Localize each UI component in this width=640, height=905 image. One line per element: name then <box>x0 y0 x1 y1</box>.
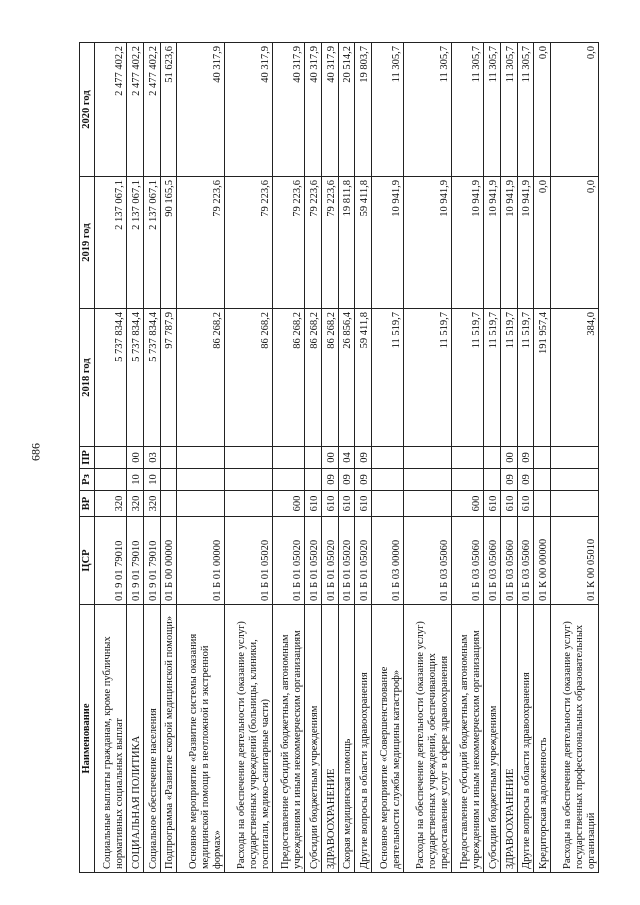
cell-y2019: 10 941,9 <box>484 177 501 309</box>
cell-name: Субсидии бюджетным учреждениям <box>484 605 501 873</box>
table-row <box>272 43 304 873</box>
cell-rz: 09 <box>338 469 355 491</box>
cell-y2018: 11 519,7 <box>500 309 517 447</box>
cell-pr: 09 <box>355 447 372 469</box>
cell-csr: 01 Б 00 00000 <box>160 517 177 605</box>
cell-name: Расходы на обеспечение деятельности (оказание услуг) государственных учреждений, обеспечивающих предоставление услуг в сфере здравоохранения <box>404 605 452 873</box>
cell-pr: 00 <box>500 447 517 469</box>
cell-vr <box>372 491 404 517</box>
cell-y2020: 40 317,9 <box>272 43 304 177</box>
table-row <box>372 43 404 873</box>
table-row <box>305 43 322 873</box>
cell-y2019: 10 941,9 <box>500 177 517 309</box>
cell-y2019: 2 137 067,1 <box>127 177 144 309</box>
cell-y2019: 10 941,9 <box>451 177 483 309</box>
cell-vr: 610 <box>500 491 517 517</box>
cell-vr <box>404 491 452 517</box>
cell-rz: 09 <box>517 469 534 491</box>
cell-y2019: 10 941,9 <box>372 177 404 309</box>
cell-csr: 01 Б 03 05060 <box>500 517 517 605</box>
cell-pr: 04 <box>338 447 355 469</box>
cell-pr <box>484 447 501 469</box>
table-row <box>177 43 225 873</box>
cell-y2020: 11 305,7 <box>404 43 452 177</box>
cell-y2020: 40 317,9 <box>225 43 273 177</box>
cell-vr <box>225 491 273 517</box>
header-rz: Рз <box>80 469 95 491</box>
table-row <box>451 43 483 873</box>
cell-y2018: 86 268,2 <box>225 309 273 447</box>
cell-vr <box>160 491 177 517</box>
cell-y2020: 20 514,2 <box>338 43 355 177</box>
cell-csr: 01 Б 01 05020 <box>355 517 372 605</box>
cell-name: Социальное обеспечение населения <box>143 605 160 873</box>
header-name: Наименование <box>80 605 95 873</box>
cell-csr: 01 Б 01 05020 <box>321 517 338 605</box>
cell-vr: 610 <box>484 491 501 517</box>
cell-y2019: 2 137 067,1 <box>143 177 160 309</box>
cell-rz <box>177 469 225 491</box>
cell-rz <box>95 469 127 491</box>
cell-rz <box>534 469 551 491</box>
cell-y2020: 11 305,7 <box>372 43 404 177</box>
cell-y2019: 19 811,8 <box>338 177 355 309</box>
cell-name: Социальные выплаты гражданам, кроме публичных нормативных социальных выплат <box>95 605 127 873</box>
table-row <box>321 43 338 873</box>
cell-y2018: 384,0 <box>551 309 599 447</box>
cell-y2019: 79 223,6 <box>305 177 322 309</box>
cell-pr <box>534 447 551 469</box>
cell-csr: 01 К 00 05010 <box>551 517 599 605</box>
cell-rz: 10 <box>143 469 160 491</box>
cell-name: Субсидии бюджетным учреждениям <box>305 605 322 873</box>
cell-name: Подпрограмма «Развитие скорой медицинской помощи» <box>160 605 177 873</box>
cell-y2018: 11 519,7 <box>404 309 452 447</box>
cell-csr: 01 Б 03 05060 <box>484 517 501 605</box>
cell-y2018: 5 737 834,4 <box>95 309 127 447</box>
cell-vr: 320 <box>143 491 160 517</box>
cell-rz <box>372 469 404 491</box>
cell-name: Скорая медицинская помощь <box>338 605 355 873</box>
cell-rz: 09 <box>321 469 338 491</box>
cell-csr: 01 К 00 00000 <box>534 517 551 605</box>
cell-y2020: 0,0 <box>551 43 599 177</box>
cell-y2018: 97 787,9 <box>160 309 177 447</box>
cell-pr <box>95 447 127 469</box>
cell-y2018: 86 268,2 <box>305 309 322 447</box>
budget-table <box>79 42 599 873</box>
cell-y2019: 79 223,6 <box>177 177 225 309</box>
cell-vr <box>177 491 225 517</box>
cell-rz <box>225 469 273 491</box>
cell-vr: 610 <box>355 491 372 517</box>
cell-y2018: 11 519,7 <box>372 309 404 447</box>
table-row <box>127 43 144 873</box>
cell-name: Расходы на обеспечение деятельности (оказание услуг) государственных учреждений (больницы, клиники, госпитали, медико-санитарные части) <box>225 605 273 873</box>
cell-pr <box>551 447 599 469</box>
cell-pr <box>177 447 225 469</box>
header-2018: 2018 год <box>80 309 95 447</box>
cell-y2019: 10 941,9 <box>404 177 452 309</box>
cell-y2018: 191 957,4 <box>534 309 551 447</box>
cell-csr: 01 Б 03 05060 <box>451 517 483 605</box>
cell-vr: 610 <box>321 491 338 517</box>
cell-rz: 09 <box>500 469 517 491</box>
header-2020: 2020 год <box>80 43 95 177</box>
cell-pr <box>451 447 483 469</box>
page-number: 686 <box>28 443 43 461</box>
table-row <box>534 43 551 873</box>
cell-csr: 01 Б 03 05060 <box>404 517 452 605</box>
rotated-table-wrapper <box>79 43 599 873</box>
cell-y2020: 40 317,9 <box>177 43 225 177</box>
cell-y2020: 40 317,9 <box>305 43 322 177</box>
cell-y2019: 10 941,9 <box>517 177 534 309</box>
table-row <box>95 43 127 873</box>
cell-y2018: 86 268,2 <box>272 309 304 447</box>
cell-y2018: 26 856,4 <box>338 309 355 447</box>
cell-csr: 01 9 01 79010 <box>95 517 127 605</box>
cell-vr: 320 <box>127 491 144 517</box>
header-row <box>80 43 95 873</box>
cell-y2019: 90 165,5 <box>160 177 177 309</box>
cell-y2018: 5 737 834,4 <box>127 309 144 447</box>
cell-y2018: 11 519,7 <box>484 309 501 447</box>
cell-vr <box>534 491 551 517</box>
cell-pr <box>305 447 322 469</box>
table-row <box>517 43 534 873</box>
cell-vr: 320 <box>95 491 127 517</box>
cell-csr: 01 Б 01 05020 <box>305 517 322 605</box>
cell-y2020: 19 803,7 <box>355 43 372 177</box>
cell-y2020: 51 623,6 <box>160 43 177 177</box>
cell-y2020: 2 477 402,2 <box>143 43 160 177</box>
cell-vr: 610 <box>517 491 534 517</box>
table-body <box>95 43 599 873</box>
cell-name: Другие вопросы в области здравоохранения <box>355 605 372 873</box>
cell-name: ЗДРАВООХРАНЕНИЕ <box>500 605 517 873</box>
cell-name: СОЦИАЛЬНАЯ ПОЛИТИКА <box>127 605 144 873</box>
cell-csr: 01 Б 01 05020 <box>225 517 273 605</box>
cell-y2019: 79 223,6 <box>321 177 338 309</box>
cell-y2020: 11 305,7 <box>517 43 534 177</box>
table-row <box>338 43 355 873</box>
cell-y2020: 2 477 402,2 <box>95 43 127 177</box>
cell-rz <box>160 469 177 491</box>
cell-rz <box>404 469 452 491</box>
cell-name: Основное мероприятие «Совершенствование деятельности службы медицины катастроф» <box>372 605 404 873</box>
cell-y2020: 11 305,7 <box>500 43 517 177</box>
cell-vr: 600 <box>451 491 483 517</box>
cell-rz <box>451 469 483 491</box>
header-csr: ЦСР <box>80 517 95 605</box>
cell-pr <box>225 447 273 469</box>
table-row <box>500 43 517 873</box>
cell-csr: 01 Б 01 05020 <box>338 517 355 605</box>
cell-name: Другие вопросы в области здравоохранения <box>517 605 534 873</box>
cell-name: Предоставление субсидий бюджетным, автономным учреждениям и иным некоммерческим организациям <box>272 605 304 873</box>
cell-y2020: 2 477 402,2 <box>127 43 144 177</box>
cell-rz <box>272 469 304 491</box>
cell-name: Расходы на обеспечение деятельности (оказание услуг) государственных профессиональных образовательных организаций <box>551 605 599 873</box>
cell-csr: 01 Б 03 05060 <box>517 517 534 605</box>
cell-pr: 09 <box>517 447 534 469</box>
cell-name: Основное мероприятие «Развитие системы оказания медицинской помощи в неотложной и экстренной формах» <box>177 605 225 873</box>
header-vr: ВР <box>80 491 95 517</box>
cell-y2020: 11 305,7 <box>484 43 501 177</box>
cell-csr: 01 9 01 79010 <box>143 517 160 605</box>
cell-csr: 01 9 01 79010 <box>127 517 144 605</box>
cell-y2018: 11 519,7 <box>451 309 483 447</box>
table-row <box>551 43 599 873</box>
table-row <box>484 43 501 873</box>
cell-vr: 610 <box>305 491 322 517</box>
cell-y2019: 0,0 <box>534 177 551 309</box>
cell-rz <box>305 469 322 491</box>
cell-pr <box>272 447 304 469</box>
cell-vr: 610 <box>338 491 355 517</box>
cell-pr <box>404 447 452 469</box>
cell-name: Кредиторская задолженность <box>534 605 551 873</box>
table-row <box>404 43 452 873</box>
cell-y2019: 2 137 067,1 <box>95 177 127 309</box>
cell-name: ЗДРАВООХРАНЕНИЕ <box>321 605 338 873</box>
cell-y2018: 86 268,2 <box>177 309 225 447</box>
cell-y2020: 0,0 <box>534 43 551 177</box>
table-row <box>355 43 372 873</box>
cell-y2019: 79 223,6 <box>272 177 304 309</box>
cell-y2019: 59 411,8 <box>355 177 372 309</box>
cell-y2019: 79 223,6 <box>225 177 273 309</box>
cell-csr: 01 Б 01 05020 <box>272 517 304 605</box>
cell-pr <box>372 447 404 469</box>
cell-rz: 09 <box>355 469 372 491</box>
cell-name: Предоставление субсидий бюджетным, автономным учреждениям и иным некоммерческим организациям <box>451 605 483 873</box>
cell-y2019: 0,0 <box>551 177 599 309</box>
cell-rz: 10 <box>127 469 144 491</box>
cell-y2018: 59 411,8 <box>355 309 372 447</box>
cell-pr: 00 <box>127 447 144 469</box>
cell-y2020: 40 317,9 <box>321 43 338 177</box>
cell-rz <box>484 469 501 491</box>
cell-vr <box>551 491 599 517</box>
cell-pr: 00 <box>321 447 338 469</box>
cell-csr: 01 Б 03 00000 <box>372 517 404 605</box>
cell-pr: 03 <box>143 447 160 469</box>
cell-csr: 01 Б 01 00000 <box>177 517 225 605</box>
cell-vr: 600 <box>272 491 304 517</box>
table-row <box>225 43 273 873</box>
header-2019: 2019 год <box>80 177 95 309</box>
table-row <box>160 43 177 873</box>
cell-y2018: 86 268,2 <box>321 309 338 447</box>
cell-y2018: 11 519,7 <box>517 309 534 447</box>
cell-y2018: 5 737 834,4 <box>143 309 160 447</box>
cell-rz <box>551 469 599 491</box>
cell-y2020: 11 305,7 <box>451 43 483 177</box>
header-pr: ПР <box>80 447 95 469</box>
cell-pr <box>160 447 177 469</box>
table-row <box>143 43 160 873</box>
